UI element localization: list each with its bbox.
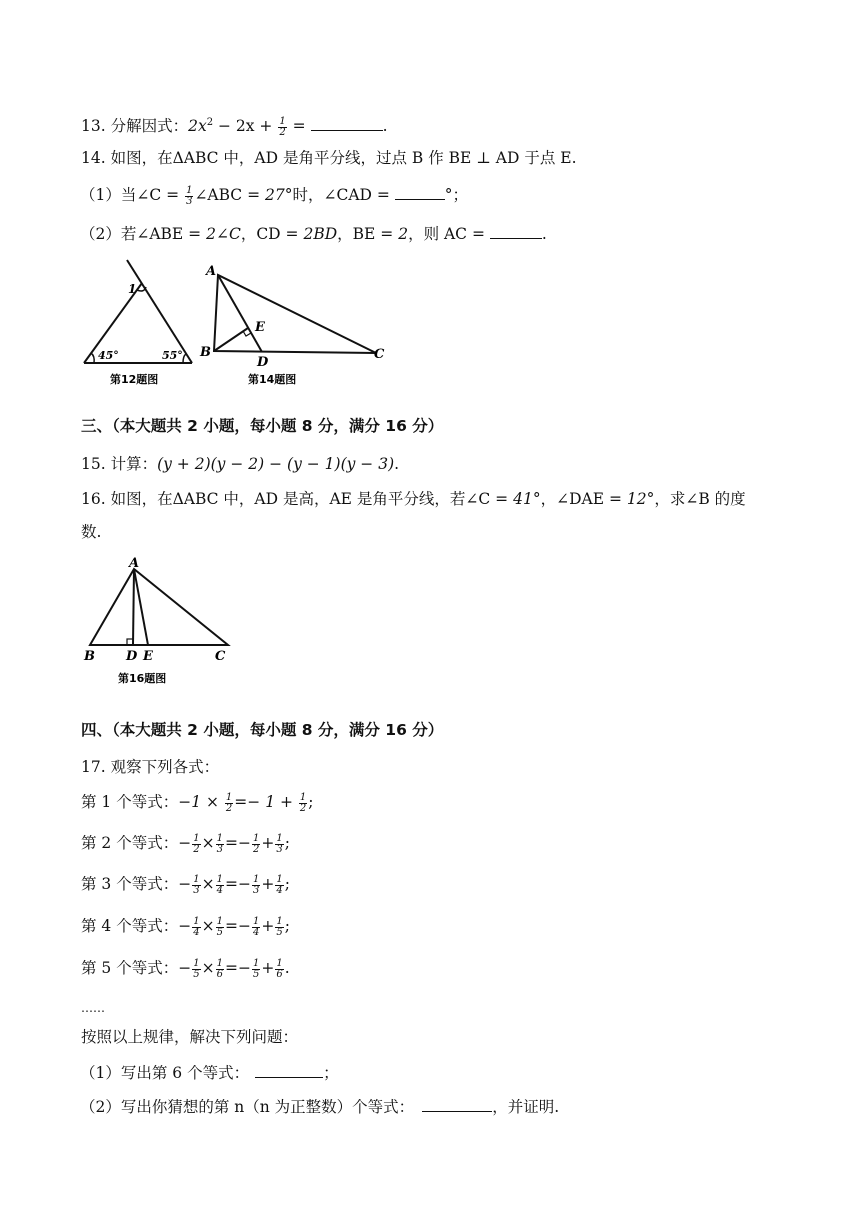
q17-eq1-end: ; <box>308 793 314 811</box>
q17-eq3-lead: − <box>178 875 192 893</box>
num: 1 <box>193 915 200 927</box>
fig14-label-D: D <box>257 355 269 370</box>
q13-line <box>81 112 388 138</box>
q14-p2-v3: 2 <box>398 225 409 243</box>
q17-eq5-frac3 <box>252 959 260 980</box>
fig14-label-B: B <box>200 345 211 360</box>
q17-rule: 按照以上规律，解决下列问题： <box>81 1028 299 1046</box>
q15-expr: (y + 2)(y − 2) − (y − 1)(y − 3) <box>157 455 395 473</box>
q16-line1 <box>81 488 746 510</box>
q17-eq3-label: 第 3 个等式： <box>81 875 179 893</box>
q17-p2-end: ，并证明. <box>492 1098 560 1116</box>
q17-eq4-frac2 <box>216 917 224 938</box>
fig16-label-E: E <box>143 649 153 664</box>
num: 1 <box>252 873 260 885</box>
num: 1 <box>276 873 283 885</box>
fig14-label-E: E <box>255 320 265 335</box>
q17-equation-4: 第 4 个等式：− $\frac{1}{4}$ × $\frac{1}{5}$ =− $\frac{1}{4}$ + $\frac{1}{5}$ ; <box>81 915 290 938</box>
q16-line2: 数. <box>81 523 102 541</box>
q17-eq1-frac2 <box>225 793 233 814</box>
q17-eq1-lead: −1 <box>178 793 202 811</box>
q17-eq5-frac2 <box>216 959 224 980</box>
q14-p1-val: 27° <box>265 186 293 204</box>
fig12-angle45-arc <box>91 353 94 363</box>
q14-p1-end: °； <box>444 186 469 204</box>
fig14-triangle <box>214 275 376 353</box>
q14-p1-answer-blank[interactable] <box>395 185 445 200</box>
q17-eq3-frac4 <box>275 875 283 896</box>
num: 1 <box>252 957 260 969</box>
q13-equals: = <box>287 117 311 136</box>
fig12-extended-side <box>127 260 192 363</box>
q17-eq2-label: 第 2 个等式： <box>81 834 179 852</box>
q14-p2-end: . <box>541 225 547 243</box>
q14-p2-b: ，CD = <box>240 225 304 243</box>
q17-part1 <box>80 1062 339 1084</box>
num: 1 <box>276 915 283 927</box>
q17-eq4-mid: =− <box>224 917 251 935</box>
q14-p1-den: 3 <box>186 195 193 207</box>
den: 2 <box>225 802 233 814</box>
fig16-bisector-AE <box>134 569 148 645</box>
q13-answer-blank[interactable] <box>311 116 383 131</box>
num: 1 <box>216 957 223 969</box>
q17-eq1-mid: =− 1 + <box>234 793 298 811</box>
q17-equation-1: 第 1 个等式：−1 × $\frac{1}{2}$ =− 1 + $\frac{1}{2}$ ; <box>81 791 314 814</box>
q13-num: 1 <box>279 115 286 127</box>
den: 4 <box>276 884 283 896</box>
q16-c: ，求∠B 的度 <box>654 490 746 508</box>
q14-p2-answer-blank[interactable] <box>490 224 542 239</box>
fig12-caption: 第12题图 <box>110 373 159 386</box>
num: 1 <box>252 832 260 844</box>
num: 1 <box>216 915 223 927</box>
q14-p1-c: 时，∠CAD = <box>292 186 395 204</box>
num: 1 <box>299 791 307 803</box>
q13-fraction <box>278 117 286 138</box>
q17-part2 <box>80 1096 559 1118</box>
q17-stem: 17. 观察下列各式： <box>81 758 220 776</box>
q17-p2-answer-blank[interactable] <box>422 1097 492 1112</box>
q17-eq3-frac2 <box>216 875 224 896</box>
q17-eq4-frac4 <box>275 917 283 938</box>
q17-equation-3: 第 3 个等式：− $\frac{1}{3}$ × $\frac{1}{4}$ =− $\frac{1}{3}$ + $\frac{1}{4}$ ; <box>81 873 290 896</box>
fig12-label-1: 1 <box>128 282 137 296</box>
q17-equation-2: 第 2 个等式：− $\frac{1}{2}$ × $\frac{1}{3}$ =− $\frac{1}{2}$ + $\frac{1}{3}$ ; <box>81 832 290 855</box>
q17-p1-a: （1）写出第 6 个等式： <box>80 1064 250 1082</box>
q17-eq2-frac3 <box>252 834 260 855</box>
q13-expr-b: − 2x + <box>213 117 278 136</box>
fig16-label-A: A <box>129 556 140 571</box>
q17-eq2-frac4 <box>275 834 283 855</box>
q17-eq5-label: 第 5 个等式： <box>81 959 179 977</box>
q17-eq5-end: . <box>284 959 290 977</box>
q14-p1-a: （1）当∠C = <box>80 186 185 204</box>
q17-eq4-label: 第 4 个等式： <box>81 917 179 935</box>
fig12-angle55-arc <box>183 354 186 363</box>
q17-eq5-lead: − <box>178 959 192 977</box>
den: 4 <box>252 926 260 938</box>
den: 2 <box>252 843 260 855</box>
den: 3 <box>193 884 200 896</box>
q13-prefix: 13. 分解因式： <box>81 117 189 136</box>
q17-eq3-frac3 <box>252 875 260 896</box>
q17-p1-answer-blank[interactable] <box>255 1063 323 1078</box>
q14-p2-v1: 2∠C <box>206 225 241 243</box>
fig12-label-45: 45° <box>98 349 119 362</box>
den: 6 <box>276 968 283 980</box>
q17-ellipsis: …… <box>81 1001 105 1015</box>
q16-v2: 12° <box>626 490 655 508</box>
q16-a: 16. 如图，在ΔABC 中，AD 是高，AE 是角平分线，若∠C = <box>81 490 514 508</box>
q14-p2-c: ，BE = <box>337 225 399 243</box>
q17-eq5-mid: =− <box>224 959 251 977</box>
fig16-label-C: C <box>215 649 226 664</box>
fig16-label-D: D <box>126 649 138 664</box>
q13-end: . <box>382 117 388 136</box>
q14-stem: 14. 如图，在ΔABC 中，AD 是角平分线，过点 B 作 BE ⊥ AD 于点 E. <box>81 149 577 167</box>
den: 6 <box>216 968 223 980</box>
q17-eq2-lead: − <box>178 834 192 852</box>
q15-line <box>81 453 399 475</box>
q17-eq3-frac1 <box>192 875 200 896</box>
q17-p2-a: （2）写出你猜想的第 n（n 为正整数）个等式： <box>80 1098 415 1116</box>
q17-eq1-label: 第 1 个等式： <box>81 793 179 811</box>
section-3-heading: 三、（本大题共 2 小题，每小题 8 分，满分 16 分） <box>81 417 444 435</box>
q14-p1-b: ∠ABC = <box>194 186 265 204</box>
fig16-triangle <box>90 569 228 645</box>
fig14-label-A: A <box>206 264 217 279</box>
den: 5 <box>216 926 223 938</box>
q14-p2-d: ，则 AC = <box>408 225 490 243</box>
den: 2 <box>193 843 200 855</box>
den: 5 <box>193 968 200 980</box>
q13-exponent: 2 <box>206 117 214 128</box>
den: 5 <box>252 968 260 980</box>
figure-12 <box>80 255 200 390</box>
fig16-altitude-AD <box>133 569 134 645</box>
num: 1 <box>216 832 223 844</box>
q17-eq5-frac4 <box>275 959 283 980</box>
q17-eq5-frac1 <box>192 959 200 980</box>
q17-eq4-end: ; <box>284 917 290 935</box>
q14-p2-v2: 2BD <box>303 225 338 243</box>
q14-p2-a: （2）若∠ABE = <box>80 225 207 243</box>
q17-p1-end: ； <box>323 1064 339 1082</box>
num: 1 <box>276 957 283 969</box>
fig16-caption: 第16题图 <box>118 672 167 685</box>
q17-eq4-lead: − <box>178 917 192 935</box>
q14-p1-fraction <box>185 186 193 207</box>
q17-eq3-mid: =− <box>224 875 251 893</box>
q15-end: . <box>394 455 400 473</box>
num: 1 <box>216 873 223 885</box>
q16-b: ，∠DAE = <box>540 490 627 508</box>
q17-eq4-frac3 <box>252 917 260 938</box>
num: 1 <box>252 915 260 927</box>
den: 5 <box>276 926 283 938</box>
num: 1 <box>193 873 200 885</box>
fig14-caption: 第14题图 <box>248 373 297 386</box>
section-4-heading: 四、（本大题共 2 小题，每小题 8 分，满分 16 分） <box>81 721 444 739</box>
fig16-label-B: B <box>84 649 95 664</box>
q14-part1 <box>80 184 468 207</box>
den: 3 <box>216 843 223 855</box>
q17-eq2-frac2 <box>216 834 224 855</box>
q17-eq4-frac1 <box>192 917 200 938</box>
figure-16 <box>82 555 242 690</box>
q14-part2 <box>80 223 547 245</box>
q17-eq3-end: ; <box>284 875 290 893</box>
q13-den: 2 <box>279 126 286 138</box>
q17-eq2-frac1 <box>192 834 200 855</box>
fig12-label-55: 55° <box>162 349 183 362</box>
q17-eq2-end: ; <box>284 834 290 852</box>
figure-14 <box>198 258 398 390</box>
num: 1 <box>193 957 200 969</box>
q17-equation-5: 第 5 个等式：− $\frac{1}{5}$ × $\frac{1}{6}$ =− $\frac{1}{5}$ + $\frac{1}{6}$ . <box>81 957 290 980</box>
fig14-label-C: C <box>374 347 385 362</box>
q13-expr-a: 2x <box>188 117 207 136</box>
den: 2 <box>299 802 307 814</box>
q17-eq1-frac4 <box>299 793 307 814</box>
q16-v1: 41° <box>513 490 541 508</box>
num: 1 <box>193 832 200 844</box>
den: 3 <box>276 843 283 855</box>
den: 3 <box>252 884 260 896</box>
q17-eq2-mid: =− <box>224 834 251 852</box>
q14-p1-num: 1 <box>186 184 193 196</box>
num: 1 <box>276 832 283 844</box>
den: 4 <box>193 926 200 938</box>
den: 4 <box>216 884 223 896</box>
num: 1 <box>225 791 233 803</box>
q15-prefix: 15. 计算： <box>81 455 158 473</box>
